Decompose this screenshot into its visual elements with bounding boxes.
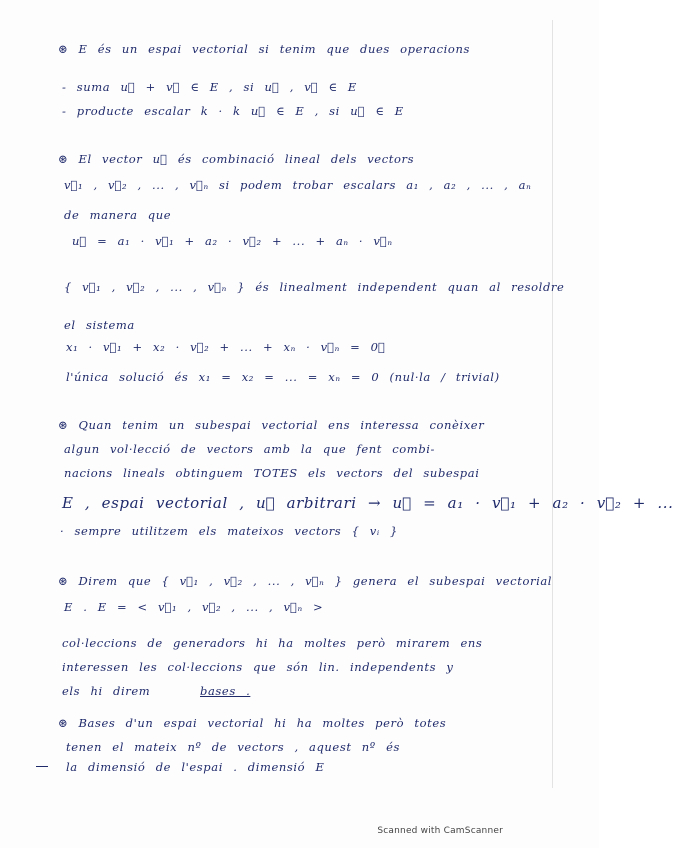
note-line: la dimensió de l'espai . dimensió E <box>66 760 325 774</box>
note-line: nacions lineals obtinguem TOTES els vectors del subespai <box>64 466 480 480</box>
note-line-bases: bases . <box>200 684 251 698</box>
note-line: tenen el mateix nº de vectors , aquest nº és <box>66 740 400 754</box>
note-line: l'única solució és x₁ = x₂ = ... = xₙ = 0 (nul·la / trivial) <box>66 370 500 384</box>
note-line: el sistema <box>64 318 135 332</box>
note-line: { v⃗₁ , v⃗₂ , ... , v⃗ₙ } és linealment independent quan al resoldre <box>64 280 565 294</box>
note-line: ⊛ Quan tenim un subespai vectorial ens interessa conèixer <box>58 418 485 432</box>
note-line: interessen les col·leccions que són lin. independents y <box>62 660 454 674</box>
note-line: - suma u⃗ + v⃗ ∈ E , si u⃗ , v⃗ ∈ E <box>62 80 357 94</box>
note-line: E , espai vectorial , u⃗ arbitrari → u⃗ = a₁ · v⃗₁ + a₂ · v⃗₂ + ... <box>62 494 674 512</box>
note-line: de manera que <box>64 208 172 222</box>
page-edge <box>552 20 553 788</box>
note-line: els hi direm <box>62 684 151 698</box>
note-line: u⃗ = a₁ · v⃗₁ + a₂ · v⃗₂ + ... + aₙ · v⃗ₙ <box>72 234 393 248</box>
note-line: x₁ · v⃗₁ + x₂ · v⃗₂ + ... + xₙ · v⃗ₙ = 0⃗ <box>66 340 386 354</box>
margin-dash <box>36 766 48 767</box>
note-line: E . E = < v⃗₁ , v⃗₂ , ... , v⃗ₙ > <box>64 600 324 614</box>
note-line: ⊛ Direm que { v⃗₁ , v⃗₂ , ... , v⃗ₙ } genera el subespai vectorial <box>58 574 553 588</box>
note-line: - producte escalar k · k u⃗ ∈ E , si u⃗ ∈ E <box>62 104 404 118</box>
note-line: ⊛ El vector u⃗ és combinació lineal dels vectors <box>58 152 415 166</box>
note-line: col·leccions de generadors hi ha moltes però mirarem ens <box>62 636 483 650</box>
note-line: ⊛ Bases d'un espai vectorial hi ha moltes però totes <box>58 716 447 730</box>
note-line: v⃗₁ , v⃗₂ , ... , v⃗ₙ si podem trobar escalars a₁ , a₂ , ... , aₙ <box>64 178 532 192</box>
note-line: · sempre utilitzem els mateixos vectors { vᵢ } <box>60 524 398 538</box>
scanner-watermark: Scanned with CamScanner <box>377 826 503 836</box>
note-line: algun vol·lecció de vectors amb la que fent combi- <box>64 442 436 456</box>
note-line: ⊛ E és un espai vectorial si tenim que dues operacions <box>58 42 470 56</box>
